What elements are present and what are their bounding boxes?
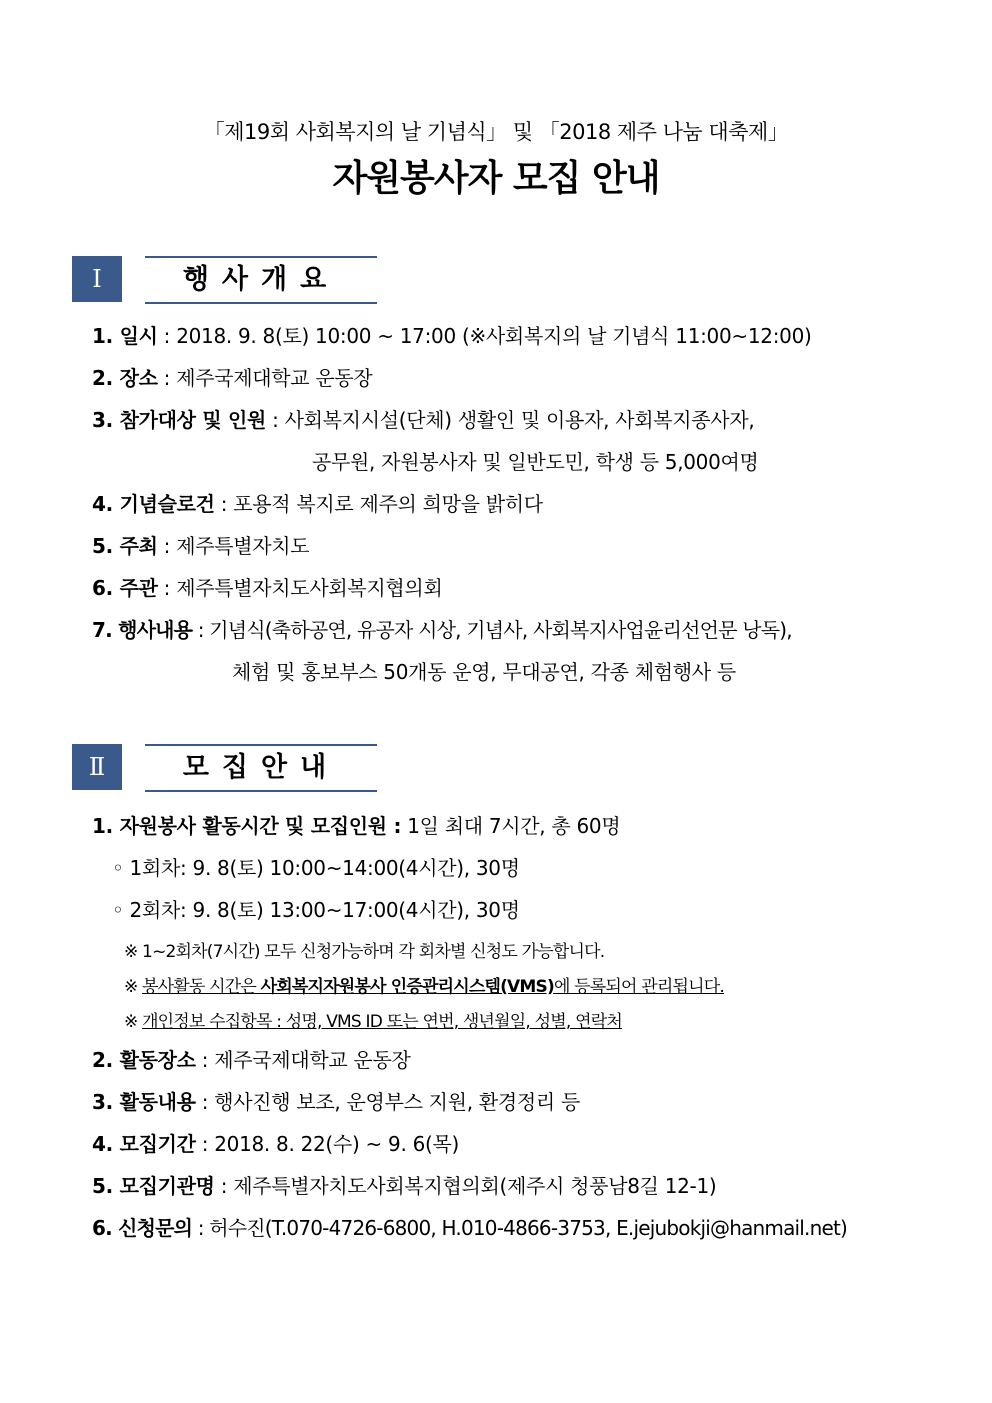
item-label: 3. 참가대상 및 인원 [92,408,267,432]
recruit-item-place [92,1044,411,1073]
round-2: ◦ 2회차: 9. 8(토) 13:00~17:00(4시간), 30명 [112,898,520,922]
note-vms [124,972,724,997]
section-1-heading: 행사개요 [145,256,377,304]
item-value: 제주특별자치도 [176,534,310,558]
item-sep: : [157,534,177,558]
item-value: 제주국제대학교 운동장 [176,366,373,390]
recruit-item-contact [92,1212,847,1241]
item-sep: : [192,1216,210,1240]
item-label: 4. 기념슬로건 [92,492,215,516]
note-text: 에 등록되어 관리됩니다. [553,977,724,997]
item-sep: : [157,324,177,348]
info-item-program-cont: 체험 및 홍보부스 50개동 운영, 무대공연, 각종 체험행사 등 [232,660,736,684]
item-value: 2018. 9. 8(토) 10:00 ~ 17:00 (※사회복지의 날 기념식 11:00~12:00) [176,324,812,348]
item-label: 6. 신청문의 [92,1216,193,1240]
item-label: 5. 주최 [92,534,158,558]
recruit-item-agency [92,1170,716,1199]
item-value: 제주특별자치도사회복지협의회 [176,576,443,600]
item-value: 제주특별자치도사회복지협의회(제주시 청풍남8길 12-1) [233,1174,717,1198]
section-1-numeral: Ⅰ [72,256,122,302]
round-1: ◦ 1회차: 9. 8(토) 10:00~14:00(4시간), 30명 [112,856,520,880]
item-sep: : [192,618,210,642]
item-label: 3. 활동내용 [92,1090,196,1114]
item-value: 허수진(T.070-4726-6800, H.010-4866-3753, E.jejubokji@hanmail.net) [209,1216,848,1240]
item-label: 2. 활동장소 [92,1048,196,1072]
item-sep: : [195,1132,215,1156]
item-label: 1. 자원봉사 활동시간 및 모집인원 : [92,814,402,838]
item-sep: : [214,1174,234,1198]
item-value: 사회복지시설(단체) 생활인 및 이용자, 사회복지종사자, [284,408,755,432]
section-2-heading: 모집안내 [145,744,377,792]
item-label: 5. 모집기관명 [92,1174,215,1198]
item-sep: : [195,1048,215,1072]
item-sep: : [266,408,285,432]
recruit-item-hours [92,810,620,839]
item-value: 기념식(축하공연, 유공자 시상, 기념사, 사회복지사업윤리선언문 낭독), [209,618,792,642]
recruit-item-activity [92,1086,580,1115]
note-text: 봉사활동 시간은 [142,977,261,997]
item-sep: : [214,492,234,516]
note-privacy [124,1007,622,1032]
info-item-participants-cont: 공무원, 자원봉사자 및 일반도민, 학생 등 5,000여명 [312,450,759,474]
info-item-place [92,362,372,391]
note-mark: ※ [124,1012,143,1032]
item-label: 1. 일시 [92,324,158,348]
item-label: 4. 모집기간 [92,1132,196,1156]
info-item-program [92,614,792,643]
note-text-bold: 사회복지자원봉사 인증관리시스템(VMS) [260,977,554,997]
note-text: 개인정보 수집항목 : 성명, VMS ID 또는 연번, 생년월일, 성별, 연락처 [142,1012,622,1032]
item-sep: : [195,1090,215,1114]
note-apply: ※ 1~2회차(7시간) 모두 신청가능하며 각 회차별 신청도 가능합니다. [124,942,605,962]
info-item-date [92,320,812,349]
info-item-organizer [92,572,442,601]
item-value: 1일 최대 7시간, 총 60명 [401,814,621,838]
event-subtitle: 「제19회 사회복지의 날 기념식」 및 「2018 제주 나눔 대축제」 [203,120,789,144]
item-sep: : [157,366,177,390]
page-title: 자원봉사자 모집 안내 [332,158,660,199]
item-value: 제주국제대학교 운동장 [214,1048,411,1072]
info-item-slogan [92,488,543,517]
section-2-numeral: Ⅱ [72,744,122,790]
item-value: 2018. 8. 22(수) ~ 9. 6(목) [214,1132,460,1156]
item-value: 포용적 복지로 제주의 희망을 밝히다 [233,492,543,516]
item-sep: : [157,576,177,600]
item-value: 행사진행 보조, 운영부스 지원, 환경정리 등 [214,1090,580,1114]
item-label: 2. 장소 [92,366,158,390]
item-label: 7. 행사내용 [92,618,193,642]
info-item-participants [92,404,754,433]
note-mark: ※ [124,977,143,997]
recruit-item-period [92,1128,459,1157]
item-label: 6. 주관 [92,576,158,600]
info-item-host [92,530,309,559]
